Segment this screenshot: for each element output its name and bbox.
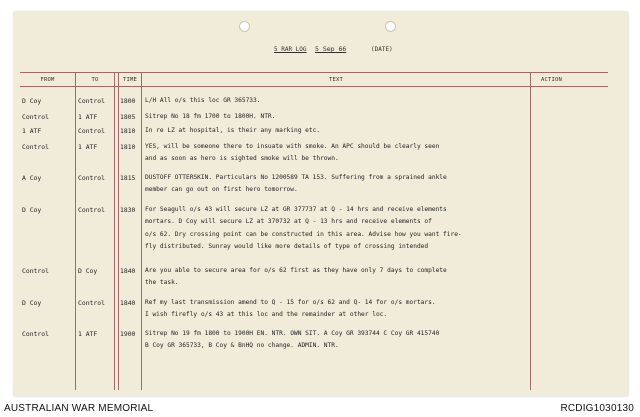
entry-to: D Coy — [78, 267, 98, 275]
entry-time: 1840 — [120, 267, 136, 275]
entry-from: Control — [22, 113, 49, 121]
entry-from: D Coy — [22, 97, 42, 105]
punch-hole — [239, 21, 250, 32]
entry-to: 1 ATF — [78, 143, 98, 151]
entry-text — [145, 206, 462, 255]
footer-reference: RCDIG1030130 — [560, 403, 634, 414]
entry-text — [145, 267, 447, 292]
entry-text — [145, 127, 320, 139]
entry-from: D Coy — [22, 206, 42, 214]
column-header-from: FROM — [40, 77, 55, 83]
footer-source: AUSTRALIAN WAR MEMORIAL — [4, 403, 154, 414]
entry-time: 1815 — [120, 174, 136, 182]
entry-text-line: Ref my last transmission amend to Q - 15 for o/s 62 and Q- 14 for o/s mortars. — [145, 299, 436, 306]
log-title: 5 RAR LOG — [274, 46, 307, 53]
column-divider — [141, 72, 142, 390]
entry-text-line: fly distributed. Sunray would like more details of type of crossing intended — [145, 242, 429, 250]
entry-from: Control — [22, 267, 49, 275]
entry-text-line: Are you able to secure area for o/s 62 first as they have only 7 days to complete — [145, 267, 447, 274]
column-header-text: TEXT — [328, 77, 344, 83]
entry-text-line: o/s 62. Dry crossing point can be constructed in this area. Advise how you want fire- — [145, 230, 462, 238]
entry-from: 1 ATF — [22, 127, 42, 135]
punch-hole — [385, 21, 396, 32]
entry-time: 1810 — [120, 143, 136, 151]
log-date: 5 Sep 66 — [315, 45, 347, 53]
entry-text — [145, 143, 439, 168]
entry-text — [145, 330, 439, 355]
entry-text-line: the task. — [145, 279, 179, 287]
column-header-to: TO — [91, 77, 99, 83]
entry-text-line: and as soon as hero is sighted smoke will be thrown. — [145, 155, 339, 163]
column-header-action: ACTION — [541, 77, 563, 83]
entry-text — [145, 299, 436, 324]
entry-from: A Coy — [22, 174, 42, 182]
entry-text-line: Sitrep No 19 fm 1800 to 1900H EN. NTR. OWN SIT. A Coy GR 393744 C Coy GR 415740 — [145, 330, 440, 337]
entry-to: Control — [78, 299, 105, 307]
column-divider — [118, 72, 119, 390]
entry-time: 1800 — [120, 97, 136, 105]
entry-text-line: DUSTOFF OTTERSKIN. Particulars No 1200589 TA 153. Suffering from a sprained ankle — [145, 174, 447, 181]
entry-text-line: In re LZ at hospital, is their any marking etc. — [145, 127, 321, 134]
entry-to: 1 ATF — [78, 330, 98, 338]
entry-to: Control — [78, 206, 105, 214]
entry-time: 1805 — [120, 113, 136, 121]
entry-text — [145, 113, 275, 125]
entry-text-line: member can go out on first hero tomorrow. — [145, 186, 298, 194]
date-label: (DATE) — [371, 46, 393, 53]
column-header-time: TIME — [122, 77, 138, 83]
entry-time: 1830 — [120, 206, 136, 214]
column-divider — [530, 72, 531, 390]
entry-text-line: mortars. D Coy will secure LZ at 370732 at Q - 13 hrs and receive elements of — [145, 218, 432, 226]
entry-time: 1840 — [120, 299, 136, 307]
entry-to: Control — [78, 97, 105, 105]
entry-text-line: Sitrep No 18 fm 1700 to 1800H. NTR. — [145, 113, 276, 120]
entry-text-line: B Coy GR 365733, B Coy & BnHQ no change. ADMIN. NTR. — [145, 342, 339, 350]
table-top-rule — [20, 72, 608, 73]
entry-text — [145, 174, 447, 199]
entry-text — [145, 97, 260, 109]
entry-text-line: For Seagull o/s 43 will secure LZ at GR 377737 at Q - 14 hrs and receive elements — [145, 206, 447, 213]
entry-from: Control — [22, 143, 49, 151]
entry-time: 1900 — [120, 330, 136, 338]
entry-from: D Coy — [22, 299, 42, 307]
entry-time: 1810 — [120, 127, 136, 135]
entry-text-line: I wish firefly o/s 43 at this loc and the remainder at other loc. — [145, 311, 388, 319]
column-divider — [114, 72, 115, 390]
entry-from: Control — [22, 330, 49, 338]
column-divider — [75, 72, 76, 390]
entry-text-line: L/H All o/s this loc GR 365733. — [145, 97, 261, 104]
entry-to: 1 ATF — [78, 113, 98, 121]
entry-text-line: YES, will be someone there to insuate with smoke. An APC should be clearly seen — [145, 143, 440, 150]
table-header-rule — [20, 86, 608, 87]
entry-to: Control — [78, 174, 105, 182]
entry-to: Control — [78, 127, 105, 135]
